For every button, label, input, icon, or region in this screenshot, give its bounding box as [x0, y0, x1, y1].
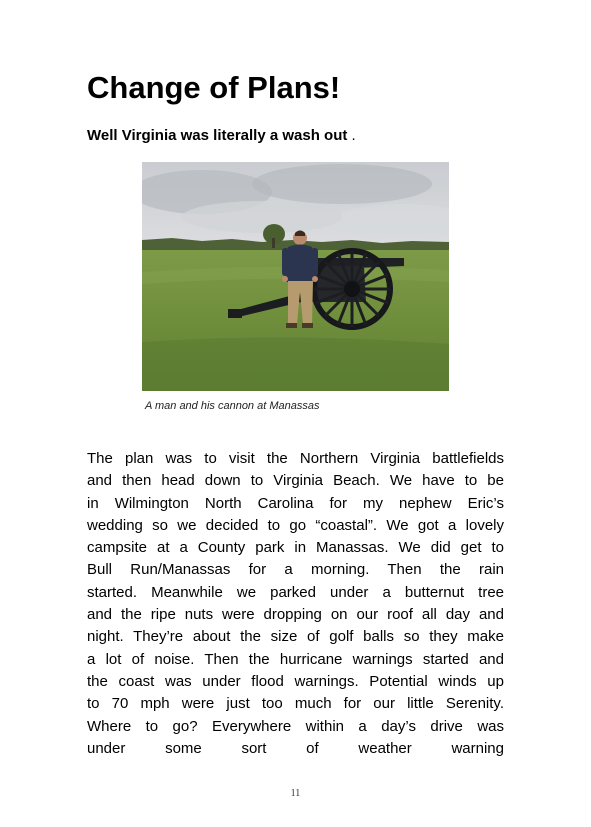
body-text	[87, 448, 504, 760]
page-title: Change of Plans!	[87, 70, 341, 105]
body-line: started. Meanwhile we parked under a butternut tree	[87, 583, 504, 601]
body-line: and then head down to Virginia Beach. We have to be	[87, 472, 504, 490]
body-line: Where to go? Everywhere within a day’s drive was	[87, 717, 504, 735]
photo-caption: A man and his cannon at Manassas	[145, 400, 320, 412]
subtitle-text: Well Virginia was literally a wash out	[87, 127, 348, 144]
body-line: Bull Run/Manassas for a morning. Then the rain	[87, 561, 504, 579]
body-line: in Wilmington North Carolina for my nephew Eric’s	[87, 494, 504, 512]
body-line: to 70 mph were just too much for our little Serenity.	[87, 695, 504, 713]
body-line: night. They’re about the size of golf balls so they make	[87, 628, 504, 646]
body-line: campsite at a County park in Manassas. We did get to	[87, 539, 504, 557]
subtitle-tail: .	[347, 127, 356, 144]
page-number: 11	[290, 788, 301, 799]
body-line: wedding so we decided to go “coastal”. We got a lovely	[87, 516, 504, 534]
body-line: The plan was to visit the Northern Virginia battlefields	[87, 450, 504, 467]
body-line: under some sort of weather warning	[87, 739, 504, 757]
body-line: the coast was under flood warnings. Potential winds up	[87, 672, 504, 690]
subtitle	[87, 126, 356, 146]
body-line: a lot of noise. Then the hurricane warnings started and	[87, 650, 504, 668]
photo-man-with-cannon	[142, 162, 449, 391]
body-line: and the ripe nuts were dropping on our roof all day and	[87, 606, 504, 624]
